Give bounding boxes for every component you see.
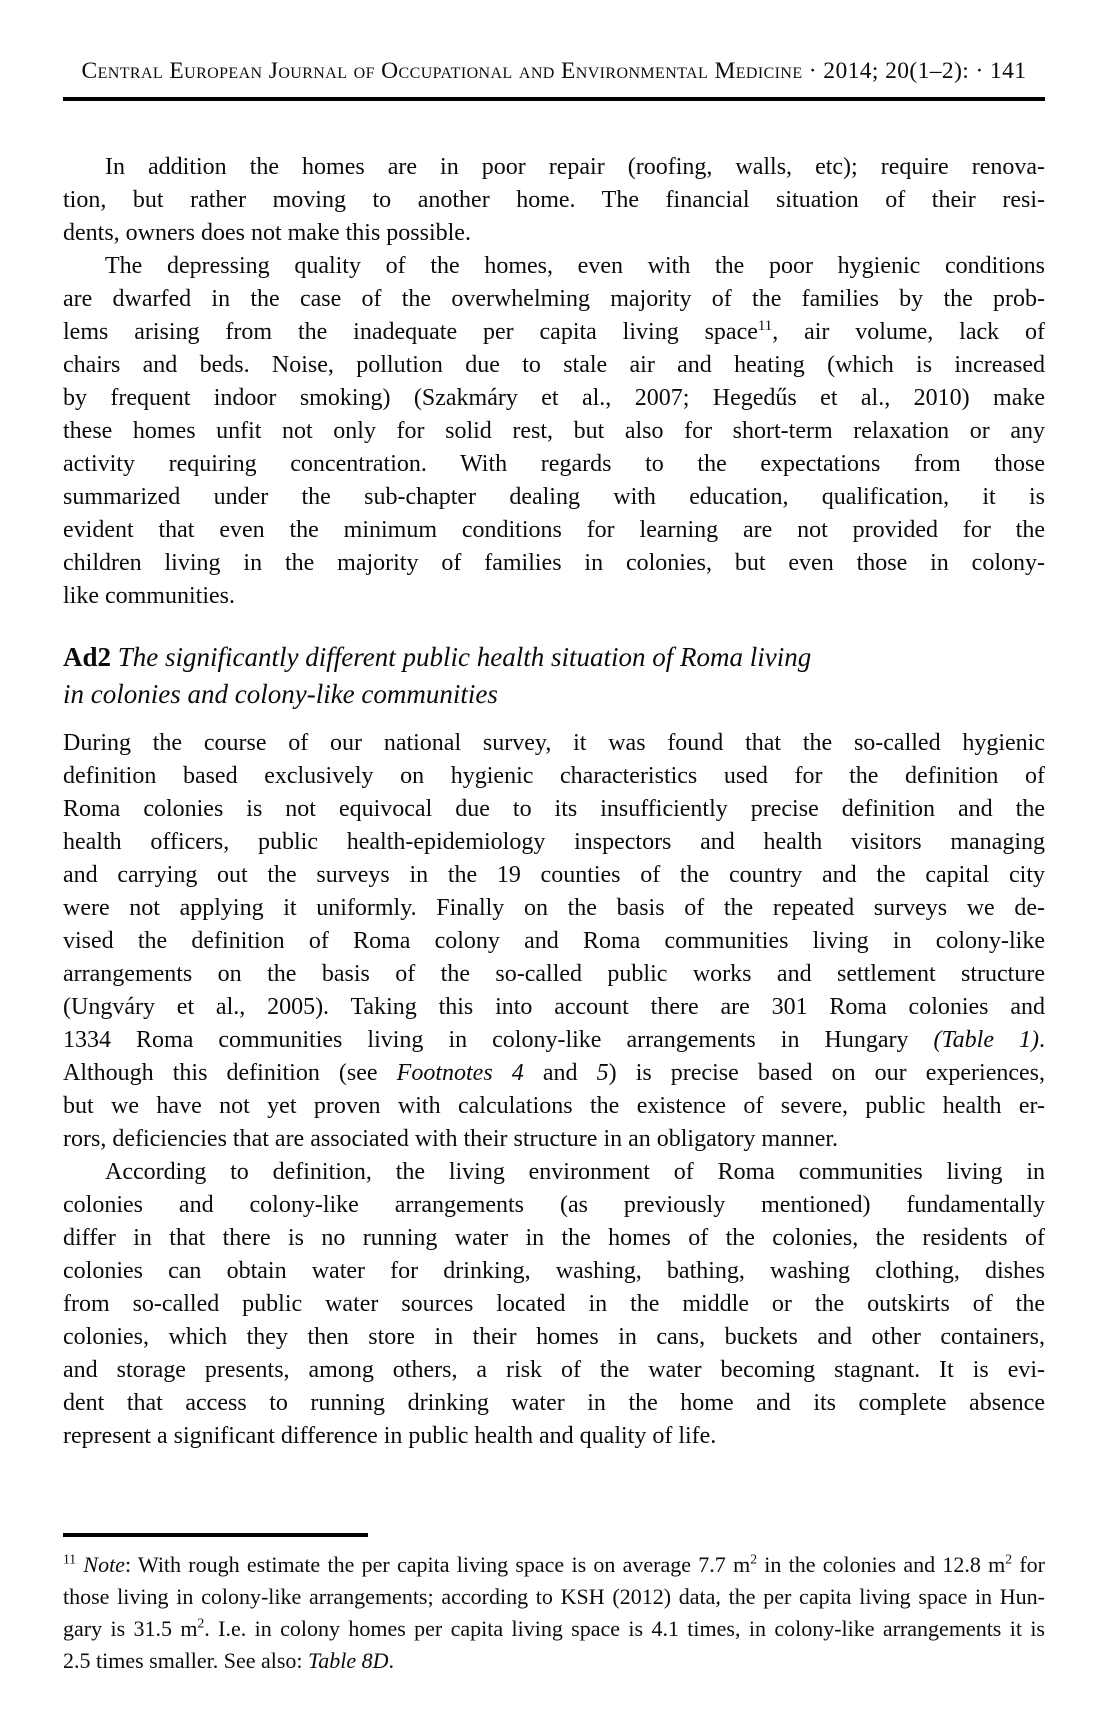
superscript-marker: 2: [197, 1615, 205, 1631]
text-segment: colonies and colony-like arrangements (as previously mentioned) fundamentally: [63, 1192, 1045, 1218]
text-line: [63, 1549, 1045, 1581]
text-line: [63, 676, 1045, 713]
text-segment: In addition the homes are in poor repair (roofing, walls, etc); require renova-: [105, 154, 1045, 180]
text-line: [63, 382, 1045, 415]
text-line: [63, 217, 1045, 250]
text-segment: and carrying out the surveys in the 19 counties of the country and the capital city: [63, 862, 1045, 888]
text-line: [63, 415, 1045, 448]
text-segment: in colonies and colony-like communities: [63, 679, 498, 709]
text-segment: like communities.: [63, 583, 235, 609]
text-line: [63, 793, 1045, 826]
text-segment: represent a significant difference in public health and quality of life.: [63, 1423, 717, 1449]
text-segment: (Ungváry et al., 2005). Taking this into account there are 301 Roma colonies and: [63, 994, 1045, 1020]
text-segment: .: [1039, 1027, 1045, 1053]
text-segment: in the colonies and 12.8 m: [757, 1552, 1006, 1577]
text-segment: arrangements on the basis of the so-called public works and settlement structure: [63, 961, 1045, 987]
text-line: [63, 349, 1045, 382]
body-paragraph: [63, 151, 1045, 250]
section-heading: [63, 639, 1045, 713]
text-line: [63, 760, 1045, 793]
text-segment: ) is precise based on our experiences,: [608, 1060, 1046, 1086]
text-segment: for: [1012, 1552, 1045, 1577]
text-segment: tion, but rather moving to another home. The financial situation of their resi-: [63, 187, 1045, 213]
text-segment: vised the definition of Roma colony and Roma communities living in colony-like: [63, 928, 1045, 954]
text-segment: According to definition, the living environment of Roma communities living in: [105, 1159, 1045, 1185]
text-line: [63, 283, 1045, 316]
header-rule: [63, 97, 1045, 101]
text-segment: : With rough estimate the per capita living space is on average 7.7 m: [124, 1552, 751, 1577]
text-segment: from so-called public water sources located in the middle or the outskirts of the: [63, 1291, 1045, 1317]
text-segment: Although this definition (see: [63, 1060, 397, 1086]
text-segment: were not applying it uniformly. Finally on the basis of the repeated surveys we de-: [63, 895, 1045, 921]
text-line: [63, 481, 1045, 514]
body-paragraph: [63, 250, 1045, 613]
running-head-journal-line: Central European Journal of Occupational and Environmental Medicine · 2014; 20(1–2): · 141: [81, 58, 1027, 84]
text-segment: chairs and beds. Noise, pollution due to stale air and heating (which is increased: [63, 352, 1045, 378]
text-line: [63, 1387, 1045, 1420]
text-segment: definition based exclusively on hygienic characteristics used for the definition of: [63, 763, 1045, 789]
text-line: [63, 859, 1045, 892]
text-line: [63, 1321, 1045, 1354]
text-segment: summarized under the sub-chapter dealing with education, qualification, it is: [63, 484, 1045, 510]
text-line: [63, 1420, 1045, 1453]
text-line: [63, 184, 1045, 217]
text-segment: Table 8D: [308, 1648, 389, 1673]
text-segment: those living in colony-like arrangements; according to KSH (2012) data, the per capita living space in Hun-: [63, 1584, 1045, 1609]
text-segment: Ad2: [63, 642, 112, 672]
text-segment: health officers, public health-epidemiology inspectors and health visitors managing: [63, 829, 1045, 855]
text-segment: these homes unfit not only for solid rest, but also for short-term relaxation or any: [63, 418, 1045, 444]
text-segment: colonies, which they then store in their homes in cans, buckets and other containers,: [63, 1324, 1045, 1350]
text-line: [63, 1354, 1045, 1387]
text-segment: , air volume, lack of: [772, 319, 1045, 345]
text-segment: rors, deficiencies that are associated with their structure in an obligatory manner.: [63, 1126, 839, 1152]
text-segment: .: [388, 1648, 395, 1673]
text-segment: Roma colonies is not equivocal due to its insufficiently precise definition and the: [63, 796, 1045, 822]
text-segment: The depressing quality of the homes, even with the poor hygienic conditions: [105, 253, 1045, 279]
text-segment: gary is 31.5 m: [63, 1616, 198, 1641]
text-line: [63, 448, 1045, 481]
text-line: [63, 925, 1045, 958]
text-segment: activity requiring concentration. With regards to the expectations from those: [63, 451, 1045, 477]
text-line: [63, 514, 1045, 547]
text-line: [63, 580, 1045, 613]
text-segment: 2.5 times smaller. See also:: [63, 1648, 309, 1673]
superscript-marker: 2: [1005, 1551, 1013, 1567]
text-segment: . I.e. in colony homes per capita living space is 4.1 times, in colony-like arrangements it is: [204, 1616, 1045, 1641]
text-segment: are dwarfed in the case of the overwhelming majority of the families by the prob-: [63, 286, 1045, 312]
text-line: [63, 1189, 1045, 1222]
superscript-marker: 11: [63, 1551, 77, 1567]
text-segment: dents, owners does not make this possible.: [63, 220, 471, 246]
text-segment: by frequent indoor smoking) (Szakmáry et al., 2007; Hegedűs et al., 2010) make: [63, 385, 1045, 411]
superscript-marker: 11: [757, 318, 773, 334]
text-segment: 1334 Roma communities living in colony-like arrangements in Hungary: [63, 1027, 934, 1053]
text-line: [63, 1613, 1045, 1645]
text-segment: colonies can obtain water for drinking, washing, bathing, washing clothing, dishes: [63, 1258, 1045, 1284]
article-body: [63, 151, 1045, 1453]
footnote-11: [63, 1549, 1045, 1677]
text-line: [63, 958, 1045, 991]
text-line: [63, 727, 1045, 760]
text-line: [63, 250, 1045, 283]
text-segment: Note: [83, 1552, 125, 1577]
text-segment: Footnotes 4: [396, 1060, 524, 1086]
text-segment: evident that even the minimum conditions for learning are not provided for the: [63, 517, 1045, 543]
text-line: [63, 892, 1045, 925]
text-line: [63, 1090, 1045, 1123]
text-segment: children living in the majority of families in colonies, but even those in colony-: [63, 550, 1045, 576]
text-segment: and: [523, 1060, 597, 1086]
text-line: [63, 639, 1045, 676]
text-line: [63, 1645, 1045, 1677]
superscript-marker: 2: [750, 1551, 757, 1567]
text-line: [63, 151, 1045, 184]
text-segment: dent that access to running drinking water in the home and its complete absence: [63, 1390, 1045, 1416]
body-paragraph: [63, 727, 1045, 1156]
text-segment: 5: [596, 1060, 609, 1086]
text-segment: The significantly different public health situation of Roma living: [111, 642, 812, 672]
body-paragraph: [63, 1156, 1045, 1453]
text-segment: lems arising from the inadequate per capita living space: [63, 319, 758, 345]
text-segment: During the course of our national survey, it was found that the so-called hygienic: [63, 730, 1045, 756]
text-line: [63, 1156, 1045, 1189]
text-line: [63, 1057, 1045, 1090]
text-line: [63, 991, 1045, 1024]
footnote-separator: [63, 1533, 368, 1537]
text-segment: and storage presents, among others, a risk of the water becoming stagnant. It is evi-: [63, 1357, 1045, 1383]
text-line: [63, 826, 1045, 859]
text-line: [63, 1255, 1045, 1288]
text-segment: (Table 1): [933, 1027, 1039, 1053]
text-line: [63, 547, 1045, 580]
text-line: [63, 316, 1045, 349]
text-line: [63, 1288, 1045, 1321]
text-line: [63, 1581, 1045, 1613]
text-line: [63, 1222, 1045, 1255]
text-segment: differ in that there is no running water in the homes of the colonies, the residents of: [63, 1225, 1045, 1251]
text-line: [63, 1024, 1045, 1057]
page-header: [63, 58, 1045, 101]
text-segment: but we have not yet proven with calculations the existence of severe, public health er-: [63, 1093, 1045, 1119]
text-line: [63, 1123, 1045, 1156]
